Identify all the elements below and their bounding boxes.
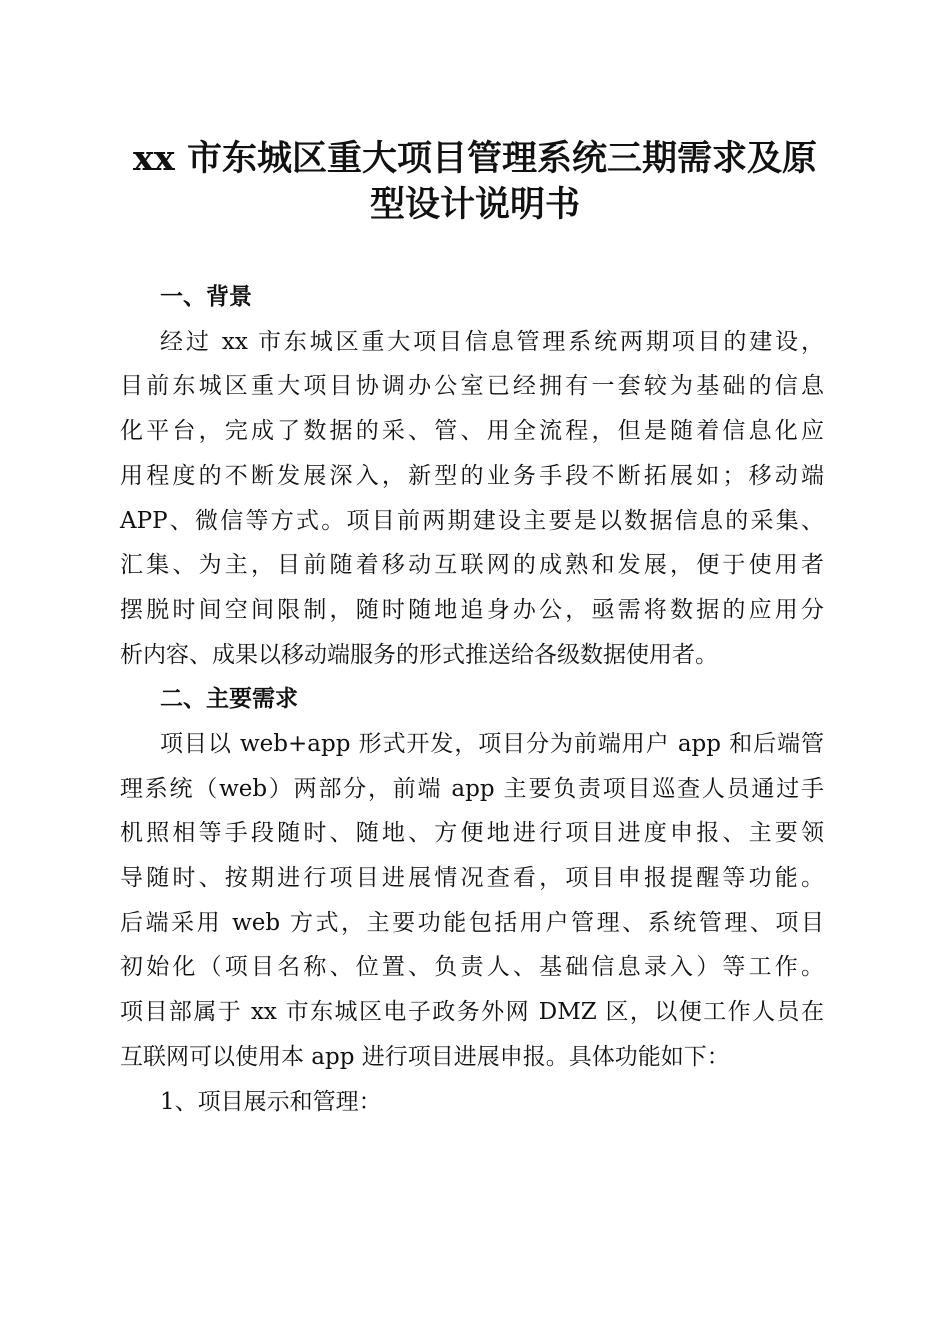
paragraph-line: 析内容、成果以移动端服务的形式推送给各级数据使用者。 [120,642,718,668]
paragraph-line: 导随时、按期进行项目进展情况查看，项目申报提醒等功能。 [120,865,824,891]
document-title-line: xx 市东城区重大项目管理系统三期需求及原 [133,138,817,179]
paragraph-line: 互联网可以使用本 app 进行项目进展申报。具体功能如下： [120,1044,730,1070]
paragraph-line: 目前东城区重大项目协调办公室已经拥有一套较为基础的信息 [120,373,824,399]
paragraph-line: 摆脱时间空间限制，随时随地追身办公，亟需将数据的应用分 [120,597,824,623]
paragraph-line: 初始化（项目名称、位置、负责人、基础信息录入）等工作。 [120,954,824,980]
paragraph-line: 经过 xx 市东城区重大项目信息管理系统两期项目的建设， [160,329,824,355]
section-heading-requirements: 二、主要需求 [160,686,298,712]
paragraph-line: APP、微信等方式。项目前两期建设主要是以数据信息的采集、 [120,508,824,534]
paragraph-line: 后端采用 web 方式，主要功能包括用户管理、系统管理、项目 [120,910,824,936]
paragraph-line: 汇集、为主，目前随着移动互联网的成熟和发展，便于使用者 [120,552,824,578]
paragraph-line: 理系统（web）两部分，前端 app 主要负责项目巡查人员通过手 [120,776,824,802]
paragraph-line: 项目以 web+app 形式开发，项目分为前端用户 app 和后端管 [160,731,824,757]
list-item-heading: 1、项目展示和管理： [160,1089,382,1115]
section-heading-background: 一、背景 [160,284,252,310]
paragraph-line: 用程度的不断发展深入，新型的业务手段不断拓展如；移动端 [120,463,824,489]
document-title-line: 型设计说明书 [369,184,580,225]
paragraph-line: 机照相等手段随时、随地、方便地进行项目进度申报、主要领 [120,820,824,846]
document-title [110,136,840,228]
paragraph-line: 化平台，完成了数据的采、管、用全流程，但是随着信息化应 [120,418,824,444]
paragraph-line: 项目部属于 xx 市东城区电子政务外网 DMZ 区，以便工作人员在 [120,999,824,1025]
